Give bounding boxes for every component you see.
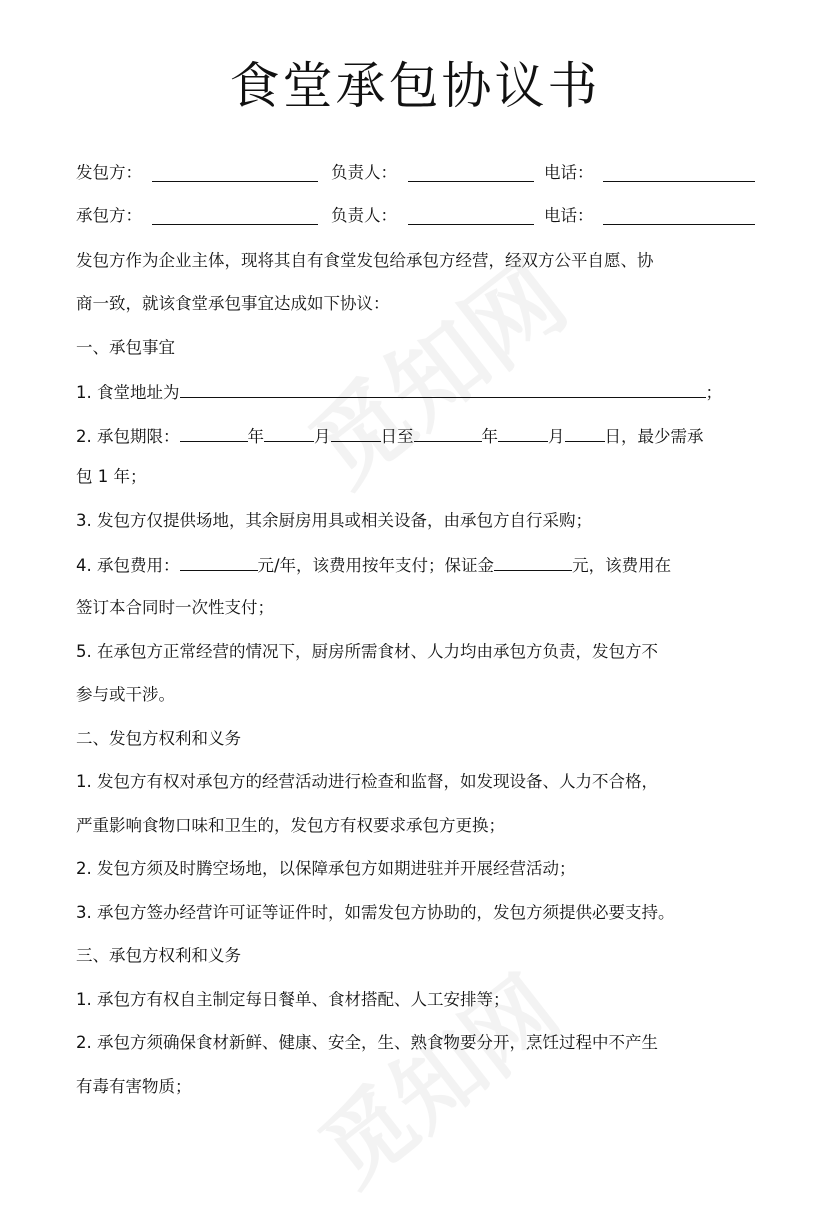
fee-prefix: 4. 承包费用： — [76, 556, 180, 575]
party-b-phone-blank[interactable] — [603, 205, 755, 225]
section-1-item-2 — [76, 425, 704, 448]
party-b-row — [76, 205, 766, 227]
month-label: 月 — [314, 427, 331, 446]
year-label: 年 — [247, 427, 264, 446]
item-1-text: 1. 食堂地址为 — [76, 383, 180, 402]
party-a-person-blank[interactable] — [408, 162, 534, 182]
start-month-blank[interactable] — [264, 425, 314, 442]
section-1-item-3: 3. 发包方仅提供场地，其余厨房用具或相关设备，由承包方自行采购； — [76, 511, 592, 530]
section-1-heading: 一、承包事宜 — [76, 338, 175, 357]
party-a-row — [76, 162, 766, 184]
term-prefix: 2. 承包期限： — [76, 427, 180, 446]
section-3-item-2-cont: 有毒有害物质； — [76, 1077, 192, 1096]
section-2-item-2: 2. 发包方须及时腾空场地，以保障承包方如期进驻并开展经营活动； — [76, 859, 576, 878]
day-suffix: 日，最少需承 — [604, 427, 704, 446]
party-a-phone-label: 电话： — [544, 163, 594, 182]
end-month-blank[interactable] — [498, 425, 548, 442]
end-year-blank[interactable] — [414, 425, 482, 442]
section-3-item-2: 2. 承包方须确保食材新鲜、健康、安全，生、熟食物要分开，烹饪过程中不产生 — [76, 1033, 658, 1052]
section-2-item-1: 1. 发包方有权对承包方的经营活动进行检查和监督，如发现设备、人力不合格， — [76, 772, 658, 791]
section-2-heading: 二、发包方权利和义务 — [76, 729, 241, 748]
party-a-phone-blank[interactable] — [603, 162, 755, 182]
section-1-item-4-cont: 签订本合同时一次性支付； — [76, 598, 274, 617]
party-a-person-label: 负责人： — [331, 163, 397, 182]
month-label: 月 — [548, 427, 565, 446]
party-b-person-label: 负责人： — [331, 206, 397, 225]
section-1-item-1 — [76, 381, 722, 404]
section-2-item-1-cont: 严重影响食物口味和卫生的，发包方有权要求承包方更换； — [76, 816, 505, 835]
section-1-item-5: 5. 在承包方正常经营的情况下，厨房所需食材、人力均由承包方负责，发包方不 — [76, 642, 658, 661]
item-1-end: ； — [705, 383, 722, 402]
day-to-label: 日至 — [380, 427, 414, 446]
fee-mid: 元/年，该费用按年支付；保证金 — [257, 556, 495, 575]
start-day-blank[interactable] — [331, 425, 381, 442]
intro-line-2: 商一致，就该食堂承包事宜达成如下协议： — [76, 294, 390, 313]
document-title: 食堂承包协议书 — [229, 57, 601, 115]
end-day-blank[interactable] — [565, 425, 605, 442]
annual-fee-blank[interactable] — [180, 554, 258, 571]
party-b-name-blank[interactable] — [152, 205, 318, 225]
start-year-blank[interactable] — [180, 425, 248, 442]
watermark — [289, 941, 582, 1209]
section-2-item-3: 3. 承包方签办经营许可证等证件时，如需发包方协助的，发包方须提供必要支持。 — [76, 903, 675, 922]
section-1-item-2-cont: 包 1 年； — [76, 467, 147, 486]
party-a-label: 发包方： — [76, 163, 142, 182]
fee-suffix: 元，该费用在 — [572, 556, 672, 575]
section-1-item-5-cont: 参与或干涉。 — [76, 685, 175, 704]
section-3-heading: 三、承包方权利和义务 — [76, 946, 241, 965]
deposit-blank[interactable] — [494, 554, 572, 571]
address-blank[interactable] — [180, 381, 706, 398]
party-b-label: 承包方： — [76, 206, 142, 225]
year-label: 年 — [481, 427, 498, 446]
section-3-item-1: 1. 承包方有权自主制定每日餐单、食材搭配、人工安排等； — [76, 990, 510, 1009]
party-a-name-blank[interactable] — [152, 162, 318, 182]
section-1-item-4 — [76, 554, 671, 577]
party-b-phone-label: 电话： — [544, 206, 594, 225]
party-b-person-blank[interactable] — [408, 205, 534, 225]
intro-line-1: 发包方作为企业主体，现将其自有食堂发包给承包方经营，经双方公平自愿、协 — [76, 251, 654, 270]
